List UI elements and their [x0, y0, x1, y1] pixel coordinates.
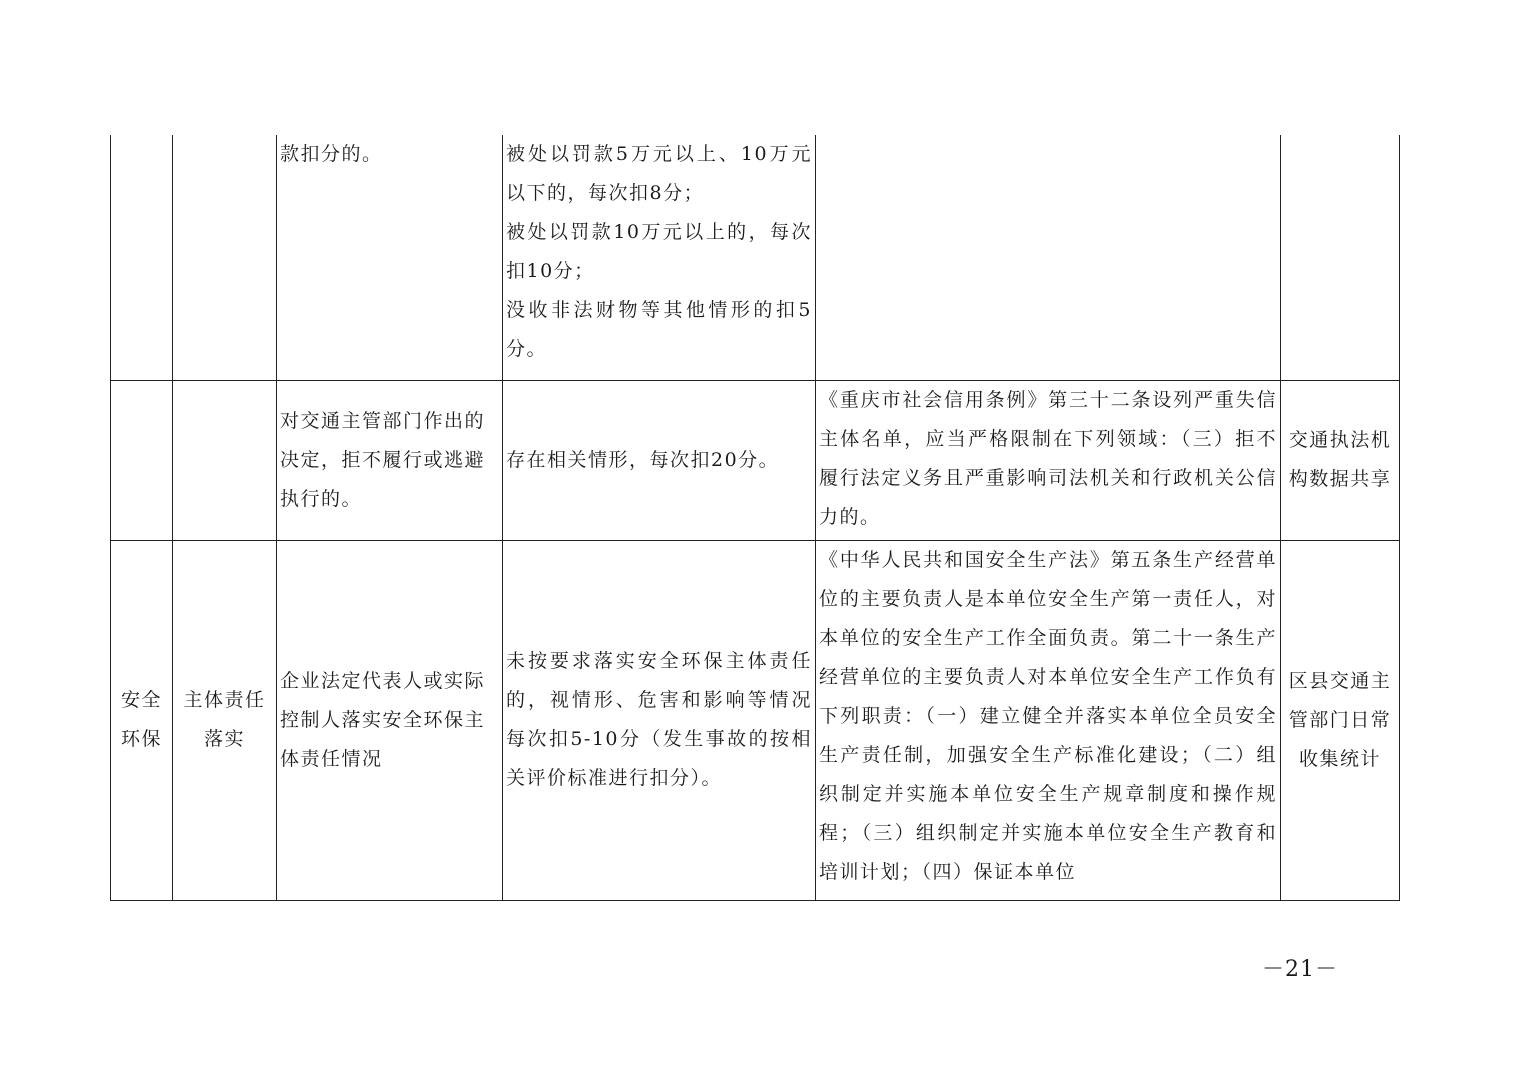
scoring-table [110, 135, 1400, 901]
standard-line: 未按要求落实安全环保主体责任的，视情形、危害和影响等情况每次扣5-10分（发生事故的按相关评价标准进行扣分）。 [506, 650, 812, 789]
category-cell [111, 135, 173, 380]
item-cell [173, 380, 277, 540]
basis-cell: 《中华人民共和国安全生产法》第五条生产经营单位的主要负责人是本单位安全生产第一责任人，对本单位的安全生产工作全面负责。第二十一条生产经营单位的主要负责人对本单位安全生产工作负有下列职责：（一）建立健全并落实本单位全员安全生产责任制，加强安全生产标准化建设；（二）组织制定并实施本单位安全生产规章制度和操作规程；（三）组织制定并实施本单位安全生产教育和培训计划；（四）保证本单位 [816, 540, 1281, 900]
source-cell [1281, 135, 1400, 380]
standard-line: 被处以罚款10万元以上的，每次扣10分； [506, 221, 812, 282]
item-cell: 主体责任落实 [173, 540, 277, 900]
basis-cell: 《重庆市社会信用条例》第三十二条设列严重失信主体名单，应当严格限制在下列领域：（三）拒不履行法定义务且严重影响司法机关和行政机关公信力的。 [816, 380, 1281, 540]
standard-line: 没收非法财物等其他情形的扣5分。 [506, 299, 812, 360]
item-cell [173, 135, 277, 380]
page-number: －21－ [1262, 957, 1338, 982]
content-cell: 款扣分的。 [277, 135, 503, 380]
standard-line: 存在相关情形，每次扣20分。 [506, 448, 780, 471]
standard-line: 被处以罚款5万元以上、10万元以下的，每次扣8分； [506, 143, 812, 204]
source-cell: 交通执法机构数据共享 [1281, 380, 1400, 540]
standard-cell [503, 135, 816, 380]
basis-cell [816, 135, 1281, 380]
table-row [111, 540, 1400, 900]
content-cell: 对交通主管部门作出的决定，拒不履行或逃避执行的。 [277, 380, 503, 540]
category-cell: 安全环保 [111, 540, 173, 900]
source-cell: 区县交通主管部门日常收集统计 [1281, 540, 1400, 900]
category-cell [111, 380, 173, 540]
standard-cell [503, 540, 816, 900]
table-row [111, 135, 1400, 380]
standard-cell [503, 380, 816, 540]
content-cell: 企业法定代表人或实际控制人落实安全环保主体责任情况 [277, 540, 503, 900]
table-row [111, 380, 1400, 540]
